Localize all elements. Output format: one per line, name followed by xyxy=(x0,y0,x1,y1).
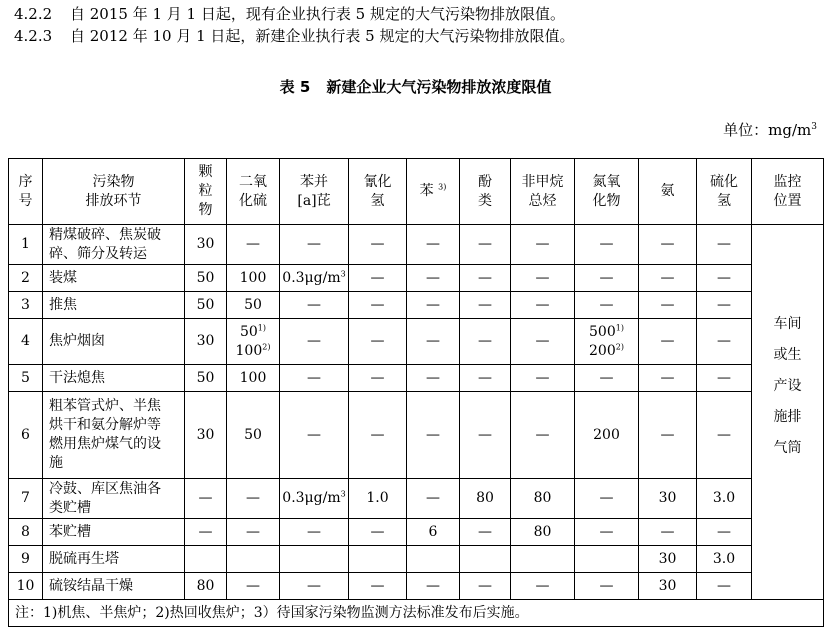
header-nmhc: 非甲烷 总烃 xyxy=(511,159,575,225)
row-seq-text: 10 xyxy=(16,577,35,594)
cell-nox-note: 2) xyxy=(615,341,624,351)
row-seq-text: 3 xyxy=(21,296,30,313)
row-item xyxy=(43,392,185,479)
location-line: 气筒 xyxy=(773,440,802,456)
cell-bap xyxy=(280,519,349,546)
cell-nox-value: 200 xyxy=(589,342,616,359)
table-row xyxy=(9,573,824,600)
cell-so2 xyxy=(227,265,280,292)
cell-phenol-value: 80 xyxy=(476,490,494,506)
row-seq-text: 5 xyxy=(21,369,30,386)
cell-nox-value: — xyxy=(599,269,614,286)
cell-h2s-value: — xyxy=(717,577,731,594)
cell-h2s xyxy=(697,519,752,546)
cell-bap-value: — xyxy=(307,296,321,313)
cell-nox-value: 200 xyxy=(593,426,620,443)
cell-benzene xyxy=(407,292,460,319)
cell-so2-value: 50 xyxy=(239,323,258,340)
cell-h2s xyxy=(697,392,752,479)
cell-hcn xyxy=(349,225,407,265)
row-item xyxy=(43,519,185,546)
cell-nmhc-value: — xyxy=(535,296,550,313)
header-nox: 氮氧 化物 xyxy=(575,159,639,225)
cell-phenol xyxy=(460,519,511,546)
table-row xyxy=(9,479,824,519)
row-item-line: 脱硫再生塔 xyxy=(49,550,119,567)
cell-nmhc xyxy=(511,319,575,365)
footnote-text: 注：1)机焦、半焦炉；2)热回收焦炉；3）待国家污染物监测方法标准发布后实施。 xyxy=(15,604,529,621)
cell-hcn xyxy=(349,546,407,573)
row-item xyxy=(43,225,185,265)
cell-nox xyxy=(575,292,639,319)
cell-nmhc-value: — xyxy=(535,333,550,349)
cell-h2s-value: 3.0 xyxy=(712,550,736,567)
cell-nh3 xyxy=(639,392,697,479)
table-row xyxy=(9,265,824,292)
cell-phenol xyxy=(460,265,511,292)
row-item-line: 干法熄焦 xyxy=(49,369,105,386)
row-item-line: 烘干和氨分解炉等 xyxy=(49,417,161,433)
cell-hcn-value: — xyxy=(370,333,385,349)
cell-bap-value: 0.3μg/m xyxy=(282,490,341,506)
unit-superscript: 3 xyxy=(811,122,817,132)
cell-bap xyxy=(280,365,349,392)
cell-nmhc-value: — xyxy=(535,426,550,443)
row-item-line: 类贮槽 xyxy=(49,499,91,516)
cell-so2-value: — xyxy=(246,577,260,594)
cell-nox-value: — xyxy=(599,296,614,313)
cell-hcn xyxy=(349,573,407,600)
header-phenol: 酚 类 xyxy=(460,159,511,225)
row-seq-text: 7 xyxy=(21,490,30,506)
cell-hcn-value: — xyxy=(370,523,385,540)
cell-benzene xyxy=(407,519,460,546)
cell-nh3 xyxy=(639,365,697,392)
cell-nh3-value: — xyxy=(660,523,675,540)
cell-so2-note: 2) xyxy=(262,341,271,351)
cell-h2s xyxy=(697,319,752,365)
cell-bap-value: — xyxy=(307,236,321,252)
header-row xyxy=(9,159,824,225)
cell-nox xyxy=(575,546,639,573)
row-item-line: 碎、筛分及转运 xyxy=(49,245,147,262)
row-item-line: 装煤 xyxy=(49,269,77,286)
header-benzene: 苯 $^{3)}$ xyxy=(407,159,460,225)
clause-4-2-2 xyxy=(14,4,565,24)
row-item xyxy=(43,292,185,319)
cell-bap-value: — xyxy=(307,369,321,386)
cell-benzene-value: — xyxy=(426,333,440,349)
cell-pm xyxy=(185,292,227,319)
clause-4-2-3 xyxy=(14,26,575,46)
cell-so2 xyxy=(227,292,280,319)
cell-nox xyxy=(575,365,639,392)
table-row xyxy=(9,319,824,365)
cell-nmhc-value: 80 xyxy=(533,523,552,540)
table-row xyxy=(9,546,824,573)
cell-so2 xyxy=(227,546,280,573)
cell-nmhc xyxy=(511,546,575,573)
table-row xyxy=(9,519,824,546)
footnote xyxy=(9,600,824,627)
cell-hcn-value: — xyxy=(370,426,385,443)
cell-nmhc xyxy=(511,225,575,265)
row-item-line: 粗苯管式炉、半焦 xyxy=(49,398,161,414)
cell-phenol-value: — xyxy=(478,523,492,540)
row-item xyxy=(43,319,185,365)
cell-nox xyxy=(575,319,639,365)
cell-benzene-value: — xyxy=(426,296,440,313)
row-seq xyxy=(9,519,43,546)
cell-bap-value: 0.3μg/m xyxy=(282,269,341,286)
cell-so2 xyxy=(227,225,280,265)
cell-so2-value: — xyxy=(246,236,260,252)
cell-hcn xyxy=(349,479,407,519)
row-item xyxy=(43,479,185,519)
row-seq-text: 1 xyxy=(21,236,30,252)
row-item-line: 苯贮槽 xyxy=(49,523,91,540)
row-seq xyxy=(9,265,43,292)
cell-nmhc-value: — xyxy=(535,269,550,286)
cell-phenol-value: — xyxy=(478,577,492,594)
monitoring-location xyxy=(752,225,824,600)
cell-h2s xyxy=(697,225,752,265)
cell-hcn xyxy=(349,365,407,392)
cell-benzene xyxy=(407,265,460,292)
cell-nox xyxy=(575,519,639,546)
table-row xyxy=(9,225,824,265)
row-item-line: 施 xyxy=(49,455,63,471)
cell-hcn-value: — xyxy=(370,236,385,252)
cell-nox xyxy=(575,225,639,265)
cell-nh3-value: — xyxy=(660,426,675,443)
cell-pm-value: — xyxy=(198,490,213,506)
cell-nmhc xyxy=(511,292,575,319)
header-pm: 颗 粒 物 xyxy=(185,159,227,225)
header-location: 监控 位置 xyxy=(752,159,824,225)
cell-nox xyxy=(575,265,639,292)
cell-nh3 xyxy=(639,479,697,519)
row-item-line: 硫铵结晶干燥 xyxy=(49,577,133,594)
cell-nh3-value: 30 xyxy=(658,577,677,594)
cell-pm xyxy=(185,546,227,573)
cell-so2 xyxy=(227,479,280,519)
table-row xyxy=(9,392,824,479)
cell-phenol xyxy=(460,292,511,319)
row-item-line: 推焦 xyxy=(49,296,77,313)
cell-hcn-value: — xyxy=(370,269,385,286)
cell-pm-value: 80 xyxy=(196,577,215,594)
cell-benzene xyxy=(407,225,460,265)
row-seq xyxy=(9,392,43,479)
cell-nox-value: — xyxy=(599,236,614,252)
cell-nmhc xyxy=(511,519,575,546)
table-number: 表 5 xyxy=(279,78,311,96)
cell-hcn xyxy=(349,519,407,546)
cell-benzene-value: 6 xyxy=(428,523,438,540)
location-line: 车间 xyxy=(773,316,802,332)
cell-pm-value: 30 xyxy=(196,236,215,252)
cell-so2-value: — xyxy=(246,523,260,540)
header-nh3: 氨 xyxy=(639,159,697,225)
cell-pm xyxy=(185,573,227,600)
cell-phenol-value: — xyxy=(478,333,492,349)
cell-benzene-value: — xyxy=(426,490,440,506)
cell-nh3 xyxy=(639,265,697,292)
cell-h2s xyxy=(697,479,752,519)
row-seq xyxy=(9,546,43,573)
cell-benzene xyxy=(407,319,460,365)
cell-benzene-value: — xyxy=(426,577,440,594)
cell-phenol-value: — xyxy=(478,296,492,313)
cell-pm-value: 30 xyxy=(196,426,215,443)
cell-nh3-value: 30 xyxy=(658,490,677,506)
cell-phenol xyxy=(460,392,511,479)
cell-hcn xyxy=(349,265,407,292)
cell-nh3 xyxy=(639,292,697,319)
header-hcn: 氰化 氢 xyxy=(349,159,407,225)
cell-nox-value: 500 xyxy=(589,323,616,340)
cell-bap xyxy=(280,225,349,265)
clause-text: 自 2012 年 10 月 1 日起，新建企业执行表 5 规定的大气污染物排放限值。 xyxy=(70,27,575,45)
cell-benzene xyxy=(407,392,460,479)
cell-nox-note: 1) xyxy=(615,322,624,332)
cell-hcn-value: 1.0 xyxy=(366,490,389,506)
cell-nh3-value: — xyxy=(660,296,675,313)
cell-pm-value: 50 xyxy=(196,296,215,313)
cell-nmhc-value: 80 xyxy=(533,490,552,506)
location-line: 产设 xyxy=(773,378,802,394)
location-line: 或生 xyxy=(773,347,802,363)
cell-pm-value: 50 xyxy=(196,369,215,386)
cell-nox xyxy=(575,392,639,479)
row-seq xyxy=(9,319,43,365)
unit-label xyxy=(723,119,817,140)
cell-h2s-value: — xyxy=(717,426,731,443)
cell-nox-value: — xyxy=(599,490,614,506)
cell-bap-unit-sup: 3 xyxy=(340,489,346,499)
header-so2: 二氧 化硫 xyxy=(227,159,280,225)
cell-nox-value: — xyxy=(599,523,614,540)
cell-so2 xyxy=(227,392,280,479)
cell-h2s-value: — xyxy=(717,236,731,252)
clause-number: 4.2.2 xyxy=(14,5,53,23)
footnote-row xyxy=(9,600,824,627)
cell-nh3 xyxy=(639,573,697,600)
cell-nmhc-value: — xyxy=(535,577,550,594)
cell-phenol-value: — xyxy=(478,269,492,286)
cell-so2-note: 1) xyxy=(257,322,267,332)
cell-h2s-value: — xyxy=(717,369,731,386)
cell-hcn xyxy=(349,392,407,479)
cell-so2 xyxy=(227,319,280,365)
cell-h2s xyxy=(697,546,752,573)
header-bap: 苯并 [a]芘 xyxy=(280,159,349,225)
row-seq-text: 6 xyxy=(21,426,30,443)
cell-pm xyxy=(185,265,227,292)
table-row xyxy=(9,292,824,319)
cell-phenol-value: — xyxy=(478,369,492,386)
cell-nh3-value: — xyxy=(660,269,675,286)
cell-benzene xyxy=(407,365,460,392)
row-item-line: 精煤破碎、焦炭破 xyxy=(49,226,161,243)
cell-so2-value: 100 xyxy=(239,269,267,286)
cell-benzene xyxy=(407,479,460,519)
cell-phenol-value: — xyxy=(478,236,492,252)
cell-hcn-value: — xyxy=(370,369,385,386)
cell-nh3-value: 30 xyxy=(658,550,677,567)
row-item xyxy=(43,546,185,573)
row-seq xyxy=(9,292,43,319)
cell-nox xyxy=(575,573,639,600)
cell-h2s xyxy=(697,365,752,392)
cell-so2-value: 100 xyxy=(235,342,263,359)
cell-nh3 xyxy=(639,546,697,573)
row-seq-text: 8 xyxy=(21,523,30,540)
cell-hcn xyxy=(349,292,407,319)
cell-nh3-value: — xyxy=(660,369,675,386)
cell-benzene-value: — xyxy=(426,269,440,286)
row-seq xyxy=(9,573,43,600)
cell-bap-value: — xyxy=(307,426,321,443)
cell-pm xyxy=(185,479,227,519)
cell-bap-value: — xyxy=(307,523,321,540)
row-seq-text: 4 xyxy=(21,333,30,349)
row-item xyxy=(43,265,185,292)
cell-nox xyxy=(575,479,639,519)
cell-so2-value: 50 xyxy=(244,426,262,443)
cell-pm-value: 50 xyxy=(196,269,215,286)
cell-h2s-value: — xyxy=(717,333,731,349)
table-caption: 新建企业大气污染物排放浓度限值 xyxy=(326,78,552,96)
cell-bap xyxy=(280,546,349,573)
cell-phenol xyxy=(460,573,511,600)
cell-phenol xyxy=(460,319,511,365)
header-h2s: 硫化 氢 xyxy=(697,159,752,225)
cell-benzene-value: — xyxy=(426,369,440,386)
cell-nox-value: — xyxy=(599,577,614,594)
cell-benzene-value: — xyxy=(426,426,440,443)
cell-hcn-value: — xyxy=(370,296,385,313)
cell-h2s xyxy=(697,265,752,292)
row-seq xyxy=(9,225,43,265)
row-seq-text: 2 xyxy=(21,269,30,286)
cell-nh3 xyxy=(639,319,697,365)
unit-text: 单位：mg/m xyxy=(723,121,812,139)
row-seq-text: 9 xyxy=(21,550,30,567)
cell-nmhc-value: — xyxy=(535,369,550,386)
cell-phenol xyxy=(460,225,511,265)
cell-h2s xyxy=(697,573,752,600)
cell-so2-value: 50 xyxy=(244,296,262,313)
cell-bap xyxy=(280,319,349,365)
cell-nmhc xyxy=(511,479,575,519)
cell-bap-value: — xyxy=(307,577,321,594)
row-seq xyxy=(9,479,43,519)
table-title xyxy=(0,76,831,97)
row-item-line: 焦炉烟囱 xyxy=(49,333,105,349)
cell-nh3 xyxy=(639,519,697,546)
cell-bap xyxy=(280,265,349,292)
row-item xyxy=(43,573,185,600)
cell-benzene xyxy=(407,573,460,600)
cell-nmhc xyxy=(511,573,575,600)
cell-so2 xyxy=(227,573,280,600)
cell-h2s-value: 3.0 xyxy=(712,490,736,506)
cell-nh3-value: — xyxy=(660,333,675,349)
cell-so2-value: — xyxy=(246,490,260,506)
clause-number: 4.2.3 xyxy=(14,27,53,45)
cell-h2s-value: — xyxy=(717,296,731,313)
table-row xyxy=(9,365,824,392)
cell-benzene-value: — xyxy=(426,236,440,252)
cell-nmhc xyxy=(511,265,575,292)
cell-bap xyxy=(280,479,349,519)
cell-bap xyxy=(280,392,349,479)
header-item: 污染物 排放环节 xyxy=(43,159,185,225)
cell-so2 xyxy=(227,365,280,392)
cell-nmhc xyxy=(511,365,575,392)
cell-benzene xyxy=(407,546,460,573)
cell-phenol xyxy=(460,365,511,392)
cell-bap-unit-sup: 3 xyxy=(340,268,346,278)
cell-h2s-value: — xyxy=(717,523,731,540)
cell-pm xyxy=(185,225,227,265)
row-item-line: 冷鼓、库区焦油各 xyxy=(49,480,161,497)
clause-text: 自 2015 年 1 月 1 日起，现有企业执行表 5 规定的大气污染物排放限值。 xyxy=(70,5,565,23)
cell-nmhc xyxy=(511,392,575,479)
cell-pm xyxy=(185,319,227,365)
row-item xyxy=(43,365,185,392)
row-item-line: 燃用焦炉煤气的设 xyxy=(49,436,161,452)
cell-nh3-value: — xyxy=(660,236,675,252)
cell-pm-value: 30 xyxy=(196,333,215,349)
cell-phenol xyxy=(460,479,511,519)
cell-so2-value: 100 xyxy=(239,369,267,386)
cell-pm-value: — xyxy=(198,523,213,540)
cell-bap-value: — xyxy=(307,333,321,349)
header-seq: 序 号 xyxy=(9,159,43,225)
cell-nmhc-value: — xyxy=(535,236,550,252)
cell-nox-value: — xyxy=(599,369,614,386)
cell-nh3 xyxy=(639,225,697,265)
cell-so2 xyxy=(227,519,280,546)
cell-bap xyxy=(280,292,349,319)
location-line: 施排 xyxy=(773,409,802,425)
cell-pm xyxy=(185,365,227,392)
emission-limits-table xyxy=(8,158,824,627)
cell-phenol xyxy=(460,546,511,573)
cell-h2s-value: — xyxy=(717,269,731,286)
cell-hcn xyxy=(349,319,407,365)
cell-hcn-value: — xyxy=(370,577,385,594)
cell-pm xyxy=(185,519,227,546)
cell-pm xyxy=(185,392,227,479)
cell-h2s xyxy=(697,292,752,319)
cell-bap xyxy=(280,573,349,600)
cell-phenol-value: — xyxy=(478,426,492,443)
row-seq xyxy=(9,365,43,392)
